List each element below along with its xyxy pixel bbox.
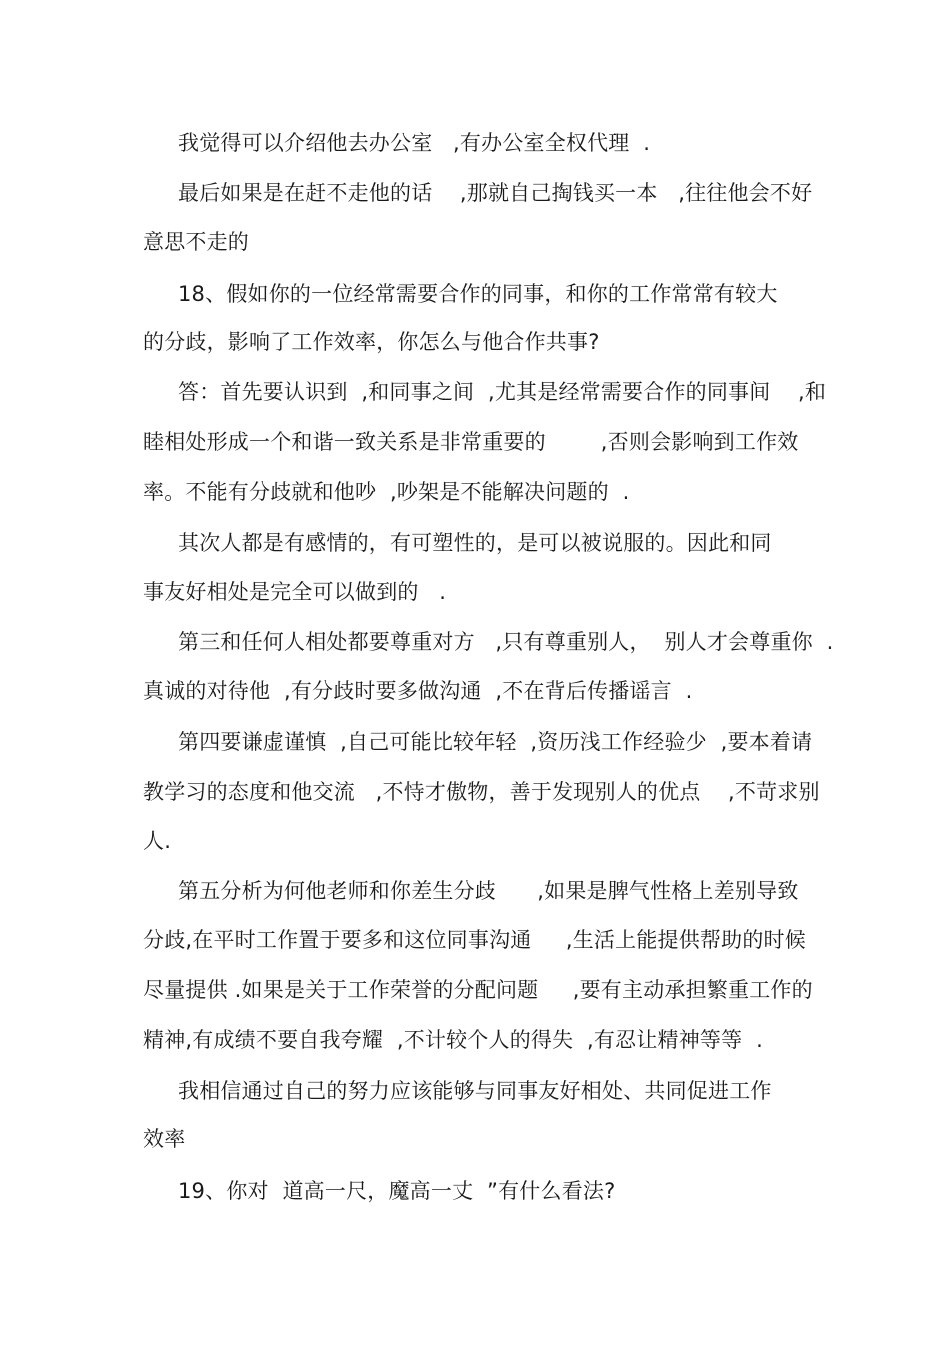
text-line: 真诚的对待他 ,有分歧时要多做沟通 ,不在背后传播谣言 .: [143, 679, 693, 703]
text-line: 精神,有成绩不要自我夸耀 ,不计较个人的得失 ,有忍让精神等等 .: [143, 1028, 763, 1052]
question-heading: 18、假如你的一位经常需要合作的同事，和你的工作常常有较大: [178, 282, 778, 306]
question-heading-continued: 的分歧，影响了工作效率，你怎么与他合作共事?: [143, 330, 600, 354]
text-line: 第三和任何人相处都要尊重对方 ,只有尊重别人， 别人才会尊重你 .: [178, 630, 834, 654]
text-line: 第五分析为何他老师和你差生分歧 ,如果是脾气性格上差别导致: [178, 879, 799, 903]
text-line: 教学习的态度和他交流 ,不恃才傲物，善于发现别人的优点 ,不苛求别: [143, 780, 820, 804]
text-line: 人.: [143, 829, 172, 853]
text-line: 最后如果是在赶不走他的话 ,那就自己掏钱买一本 ,往往他会不好: [178, 181, 813, 205]
text-line: 睦相处形成一个和谐一致关系是非常重要的 ,否则会影响到工作效: [143, 430, 799, 454]
text-line: 意思不走的: [143, 230, 249, 254]
text-line: 我觉得可以介绍他去办公室 ,有办公室全权代理 .: [178, 131, 651, 155]
text-line: 其次人都是有感情的，有可塑性的，是可以被说服的。因此和同: [178, 531, 772, 555]
text-line: 我相信通过自己的努力应该能够与同事友好相处、共同促进工作: [178, 1079, 772, 1103]
text-line: 第四要谦虚谨慎 ,自己可能比较年轻 ,资历浅工作经验少 ,要本着请: [178, 730, 813, 754]
text-line: 率。不能有分歧就和他吵 ,吵架是不能解决问题的 .: [143, 480, 630, 504]
text-line: 效率: [143, 1127, 186, 1151]
question-heading: 19、你对 道高一尺，魔高一丈 ”有什么看法?: [178, 1179, 616, 1203]
text-line: 事友好相处是完全可以做到的 .: [143, 580, 447, 604]
answer-line: 答：首先要认识到 ,和同事之间 ,尤其是经常需要合作的同事间 ,和: [178, 380, 827, 404]
text-line: 尽量提供 .如果是关于工作荣誉的分配问题 ,要有主动承担繁重工作的: [143, 978, 813, 1002]
text-line: 分歧,在平时工作置于要多和这位同事沟通 ,生活上能提供帮助的时候: [143, 928, 806, 952]
